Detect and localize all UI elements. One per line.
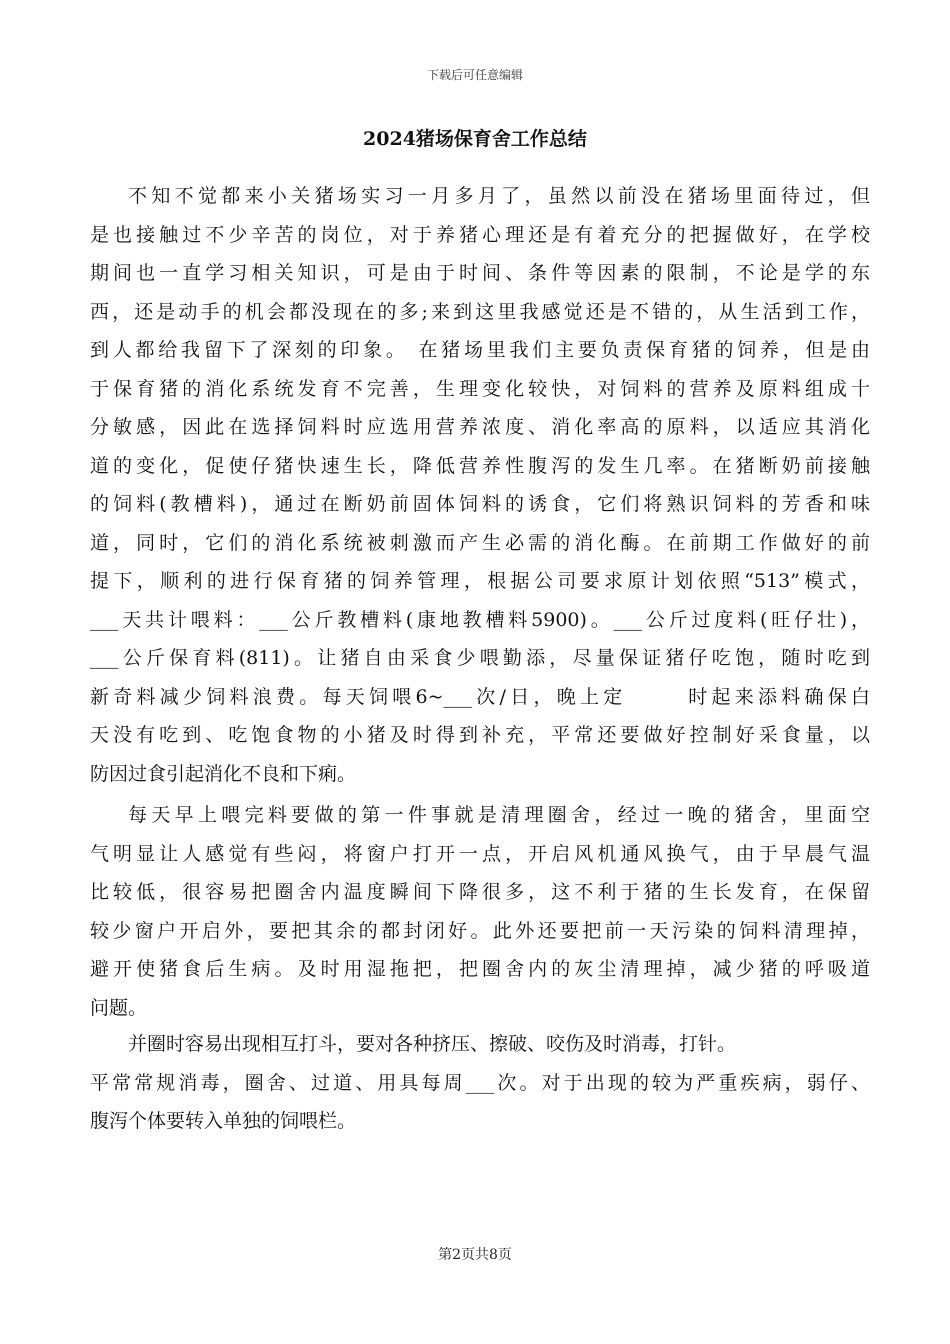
paragraph-line: 防因过食引起消化不良和下痢。	[90, 762, 357, 785]
paragraph-line: 问题。	[90, 996, 148, 1019]
paragraph-line: 分敏感，因此在选择饲料时应选用营养浓度、消化率高的原料，以适应其消化	[90, 416, 870, 438]
paragraph-line: 道的变化，促使仔猪快速生长，降低营养性腹泻的发生几率。在猪断奶前接触	[90, 454, 870, 477]
paragraph-line: 于保育猪的消化系统发育不完善，生理变化较快，对饲料的营养及原料组成十	[90, 377, 870, 400]
paragraph-line: 并圈时容易出现相互打斗，要对各种挤压、擦破、咬伤及时消毒，打针。	[128, 1033, 737, 1055]
paragraph-line: 平常常规消毒，圈舍、过道、用具每周___次。对于出现的较为严重疾病，弱仔、	[90, 1071, 870, 1094]
paragraph-2	[90, 796, 870, 1027]
paragraph-line: 不知不觉都来小关猪场实习一月多月了，虽然以前没在猪场里面待过，但	[128, 185, 870, 207]
paragraph-line: 新奇料减少饲料浪费。每天饲喂6~___次/日，晚上定 时起来添料确保白	[90, 685, 870, 708]
paragraph-line: 是也接触过不少辛苦的岗位，对于养猪心理还是有着充分的把握做好，在学校	[90, 223, 870, 246]
document-title: 2024猪场保育舍工作总结	[363, 128, 587, 150]
paragraph-line: 道，同时，它们的消化系统被刺激而产生必需的消化酶。在前期工作做好的前	[90, 531, 870, 554]
page-footer: 第2页共8页	[438, 1247, 512, 1263]
paragraph-line: 较少窗户开启外，要把其余的都封闭好。此外还要把前一天污染的饲料清理掉，	[90, 919, 870, 942]
paragraph-line: 天没有吃到、吃饱食物的小猪及时得到补充，平常还要做好控制好采食量，以	[90, 724, 870, 746]
paragraph-line: ___天共计喂料：___公斤教槽料(康地教槽料5900)。___公斤过度料(旺仔壮)，	[90, 608, 870, 631]
paragraph-line: 避开使猪食后生病。及时用湿拖把，把圈舍内的灰尘清理掉，减少猪的呼吸道	[90, 958, 870, 980]
paragraph-line: 腹泻个体要转入单独的饲喂栏。	[90, 1110, 357, 1132]
paragraph-line: 西，还是动手的机会都没现在的多;来到这里我感觉还是不错的，从生活到工作，	[90, 300, 870, 323]
paragraph-line: 提下，顺利的进行保育猪的饲养管理，根据公司要求原计划依照“513”模式，	[90, 570, 870, 592]
paragraph-line: 到人都给我留下了深刻的印象。 在猪场里我们主要负责保育猪的饲养，但是由	[90, 339, 870, 361]
paragraph-3	[90, 1025, 870, 1141]
paragraph-line: 的饲料(教槽料)，通过在断奶前固体饲料的诱食，它们将熟识饲料的芳香和味	[90, 493, 870, 515]
paragraph-line: 比较低，很容易把圈舍内温度瞬间下降很多，这不利于猪的生长发育，在保留	[90, 881, 870, 903]
header-note: 下载后可任意编辑	[426, 68, 523, 82]
paragraph-line: ___公斤保育料(811)。让猪自由采食少喂勤添，尽量保证猪仔吃饱，随时吃到	[90, 647, 870, 669]
paragraph-1	[90, 177, 870, 793]
paragraph-line: 气明显让人感觉有些闷，将窗户打开一点，开启风机通风换气，由于早晨气温	[90, 842, 870, 865]
paragraph-line: 期间也一直学习相关知识，可是由于时间、条件等因素的限制，不论是学的东	[90, 262, 870, 284]
paragraph-line: 每天早上喂完料要做的第一件事就是清理圈舍，经过一晚的猪舍，里面空	[128, 804, 870, 826]
